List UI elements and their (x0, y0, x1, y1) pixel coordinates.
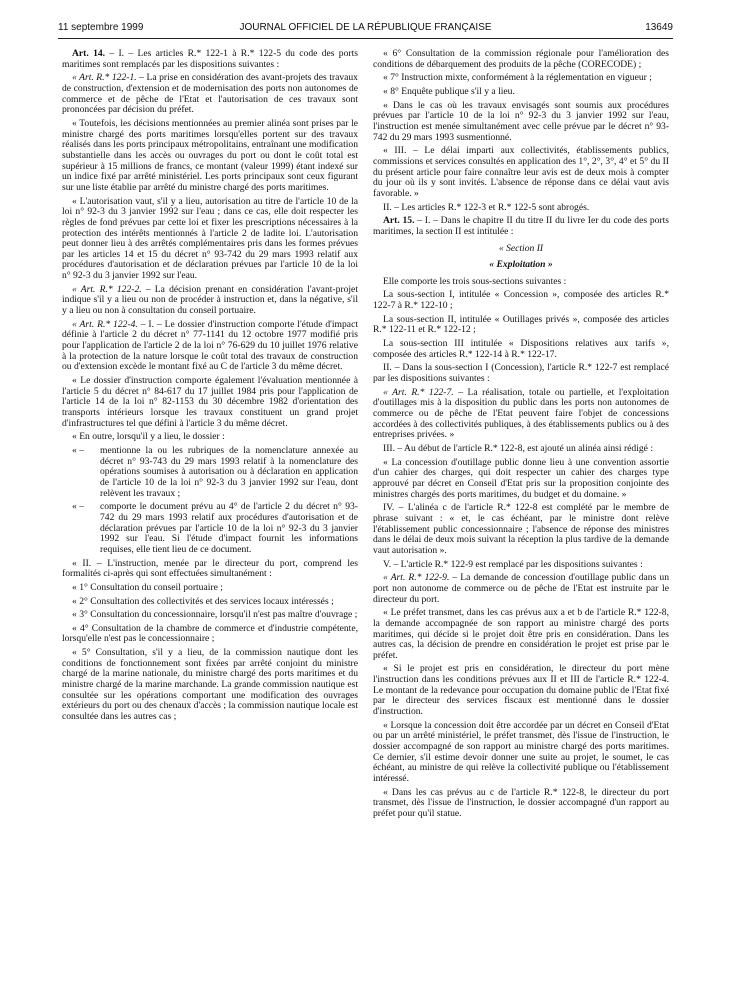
article-r122-1-label: « Art. R.* 122-1. (72, 72, 137, 84)
section-subtitle: « Exploitation » (489, 259, 553, 271)
article-r122-2: « Art. R.* 122-2. – La décision prenant en considération l'avant-projet indique s'il y a lieu ou non de procéder à instruction et, dans la négative, s'il y a lieu ou non à consultation du conseil portuaire. (62, 283, 358, 317)
paragraph: « 2° Consultation des collectivités et des services locaux intéressés ; (72, 595, 334, 607)
article-r122-7: « Art. R.* 122-7. – La réalisation, totale ou partielle, et l'exploitation d'outillages mis à la disposition du public dans les ports non autonomes de commerce ou de pêche de l'Etat peuvent faire l'objet de concessions accordées à des collectivités publiques, à des établissements publics ou à des entreprises privées. » (373, 386, 669, 441)
right-column (373, 49, 669, 823)
paragraph: « L'autorisation vaut, s'il y a lieu, autorisation au titre de l'article 10 de la loi n° 92-3 du 3 janvier 1992 sur l'eau ; dans ce cas, elle doit respecter les règles de fond prévues par cette loi et fixer les prescriptions nécessaires à la protection des intérêts mentionnés à l'article 2 de ladite loi. L'autorisation peut donner lieu à des arrêtés complémentaires pris dans les formes prévues par les articles 14 et 15 du décret n° 93-742 du 29 mars 1993 relatif aux procédures d'autorisation et de déclaration prévues par l'article 10 de la loi n° 92-3 du 3 janvier 1992 sur l'eau. (62, 195, 358, 282)
paragraph: « Si le projet est pris en considération, le directeur du port mène l'instruction dans les conditions prévues aux II et III de l'article R.* 122-4. Le montant de la redevance pour occupation du domaine public de l'Etat fixé par le directeur des services fiscaux est mentionné dans le dossier d'instruction. (373, 663, 669, 718)
paragraph: « Dans les cas prévus au c de l'article R.* 122-8, le directeur du port transmet, dès l'issue de l'instruction, le dossier accompagné d'un rapport au préfet pour qu'il statue. (373, 786, 669, 819)
section-title: « Section II (498, 242, 544, 254)
header-date: 11 septembre 1999 (58, 22, 144, 33)
paragraph: « 5° Consultation, s'il y a lieu, de la commission nautique dont les conditions de fonctionnement sont fixées par arrêté conjoint du ministre chargé de la marine nationale, du ministre chargé des ports maritimes et du ministre chargé de la marine marchande. La grande commission nautique est consultée sur les opérations comportant une modification des ouvrages extérieurs du port ou des chenaux d'accès ; la commission nautique locale est consultée dans les autres cas ; (62, 647, 358, 723)
paragraph: La sous-section I, intitulée « Concession », composée des articles R.* 122-7 à R.* 122-10 ; (373, 289, 669, 312)
left-column (62, 49, 358, 726)
header-journal-title: JOURNAL OFFICIEL DE LA RÉPUBLIQUE FRANÇAISE (239, 22, 492, 33)
page-header (58, 20, 673, 36)
paragraph: « La concession d'outillage public donne lieu à une convention assortie d'un cahier des charges, qui doit respecter un cahier des charges type approuvé par décret en Conseil d'Etat pris sur la proposition conjointe des ministres chargés des ports maritimes, du budget et du domaine. » (373, 456, 669, 500)
paragraph: « Le dossier d'instruction comporte également l'évaluation mentionnée à l'article 5 du décret n° 84-617 du 17 juillet 1984 pris pour l'application de l'article 14 de la loi n° 82-1153 du 30 décembre 1982 d'orientation des transports intérieurs lorsque les travaux constituent un grand projet d'infrastructures tel que défini à l'article 3 du même décret. (62, 375, 358, 429)
paragraph: II. – Dans la sous-section I (Concession), l'article R.* 122-7 est remplacé par les dispositions suivantes : (373, 362, 669, 385)
article-15: Art. 15. – I. – Dans le chapitre II du titre II du livre Ier du code des ports maritimes, la section II est intitulée : (373, 215, 670, 237)
header-rule (58, 38, 673, 39)
article-r122-9-label: « Art. R.* 122-9. (383, 572, 450, 584)
paragraph: « III. – Le délai imparti aux collectivités, établissements publics, commissions et services consultés en application des 1°, 2°, 3°, 4° et 5° du II du présent article pour faire connaître leur avis est de deux mois à compter du jour où ils y sont invités. L'absence de réponse dans ce délai vaut avis favorable. » (373, 145, 669, 199)
article-r122-4: « Art. R.* 122-4. – I. – Le dossier d'instruction comporte l'étude d'impact définie à l'article 2 du décret n° 77-1141 du 12 octobre 1977 modifié pris pour l'application de l'article 2 de la loi n° 76-629 du 10 juillet 1976 relative à la protection de la nature lorsque le coût total des travaux de construction ou d'extension excède le montant fixé au C de l'article 3 du même décret. (62, 318, 358, 373)
paragraph: « 4° Consultation de la chambre de commerce et d'industrie compétente, lorsqu'elle n'est pas le concessionnaire ; (62, 622, 358, 645)
article-15-label: Art. 15. (383, 215, 415, 227)
paragraph: Elle comporte les trois sous-sections suivantes : (383, 275, 567, 287)
header-page-number: 13649 (645, 22, 673, 33)
paragraph: « 8° Enquête publique s'il y a lieu. (383, 85, 515, 97)
article-r122-9: « Art. R.* 122-9. – La demande de concession d'outillage public dans un port non autonome de commerce ou de pêche de l'Etat est instruite par le directeur du port. (373, 572, 669, 605)
article-r122-1: « Art. R.* 122-1. – La prise en considération des avant-projets des travaux de construction, d'extension et de modernisation des ports non autonomes de commerce et de pêche de l'Etat et l'autorisation de ces travaux sont prononcées par décision du préfet. (62, 72, 358, 116)
paragraph: II. – Les articles R.* 122-3 et R.* 122-5 sont abrogés. (383, 201, 590, 213)
paragraph: « 3° Consultation du concessionnaire, lorsqu'il n'est pas maître d'ouvrage ; (72, 609, 358, 621)
paragraph: « Dans le cas où les travaux envisagés sont soumis aux procédures prévues par l'article 10 de la loi n° 92-3 du 3 janvier 1992 sur l'eau, l'instruction est menée simultanément avec celle prévue par le décret n° 93-742 du 29 mars 1993 susmentionné. (373, 99, 669, 143)
paragraph: La sous-section III intitulée « Dispositions relatives aux tarifs », composée des articles R.* 122-14 à R.* 122-17. (373, 338, 669, 360)
article-r122-7-label: « Art. R.* 122-7. (383, 386, 454, 398)
article-r122-4-label: « Art. R.* 122-4. (72, 318, 138, 330)
paragraph: III. – Au début de l'article R.* 122-8, est ajouté un alinéa ainsi rédigé : (383, 443, 654, 454)
list-item: « – mentionne la ou les rubriques de la nomenclature annexée au décret n° 93-743 du 29 mars 1993 relatif à la nomenclature des opérations soumises à autorisation ou à déclaration en application de l'article 10 de la loi n° 92-3 du 3 janvier 1992 sur l'eau, dont relèvent les travaux ; (72, 444, 358, 499)
paragraph: « 6° Consultation de la commission régionale pour l'amélioration des conditions de débarquement des produits de la pêche (CORECODE) ; (373, 48, 669, 70)
paragraph: « Toutefois, les décisions mentionnées au premier alinéa sont prises par le ministre chargé des ports maritimes lorsqu'elles portent sur des travaux réalisés dans les ports principaux métropolitains, entraînant une modification substantielle dans les accès ou ouvrages du port ou dont le coût total est supérieur à 15 millions de francs, ce montant (valeur 1999) étant indexé sur un indice fixé par arrêté ministériel. Les ports principaux sont ceux figurant sur une liste établie par arrêté du ministre chargé des ports maritimes. (62, 117, 358, 193)
article-14: Art. 14. – I. – Les articles R.* 122-1 à R.* 122-5 du code des ports maritimes sont remplacés par les dispositions suivantes : (62, 48, 358, 70)
paragraph: « II. – L'instruction, menée par le directeur du port, comprend les formalités ci-après qui sont effectuées simultanément : (62, 557, 358, 580)
paragraph: IV. – L'alinéa c de l'article R.* 122-8 est complété par le membre de phrase suivant : « et, le cas échéant, par le ministre dont relève l'établissement public concessionnaire ; l'absence de réponse des ministres dans le délai de deux mois suivant la réception la plus tardive de la demande vaut autorisation ». (373, 502, 669, 556)
paragraph: V. – L'article R.* 122-9 est remplacé par les dispositions suivantes : (383, 558, 643, 570)
paragraph: La sous-section II, intitulée « Outillages privés », composée des articles R.* 122-11 et R.* 122-12 ; (373, 313, 669, 336)
paragraph: « 1° Consultation du conseil portuaire ; (72, 581, 223, 593)
paragraph: « 7° Instruction mixte, conformément à la réglementation en vigueur ; (383, 72, 652, 84)
article-14-label: Art. 14. (72, 48, 106, 59)
paragraph: « Le préfet transmet, dans les cas prévus aux a et b de l'article R.* 122-8, la demande accompagnée de son rapport au ministre chargé des ports maritimes, qui décide si le projet doit être pris en considération. Dans les autres cas, la décision de prendre en considération le projet est prise par le préfet. (373, 607, 669, 661)
list-item: « – comporte le document prévu au 4° de l'article 2 du décret n° 93-742 du 29 mars 1993 relatif aux procédures d'autorisation et de déclaration prévues par l'article 10 de la loi n° 92-3 du 3 janvier 1992 sur l'eau. Si l'étude d'impact fournit les informations requises, elle tient lieu de ce document. (72, 501, 358, 555)
article-r122-2-label: « Art. R.* 122-2. (72, 283, 142, 295)
paragraph: « Lorsque la concession doit être accordée par un décret en Conseil d'Etat ou par un arrêté ministériel, le préfet transmet, dès l'issue de l'instruction, le dossier accompagné de son rapport au ministre chargé des ports maritimes. Ce dernier, s'il estime devoir donner une suite au projet, le soumet, le cas échéant, au ministre de qui relève la collectivité publique ou l'établissement intéressé. (373, 719, 669, 785)
paragraph: « En outre, lorsqu'il y a lieu, le dossier : (72, 431, 225, 443)
